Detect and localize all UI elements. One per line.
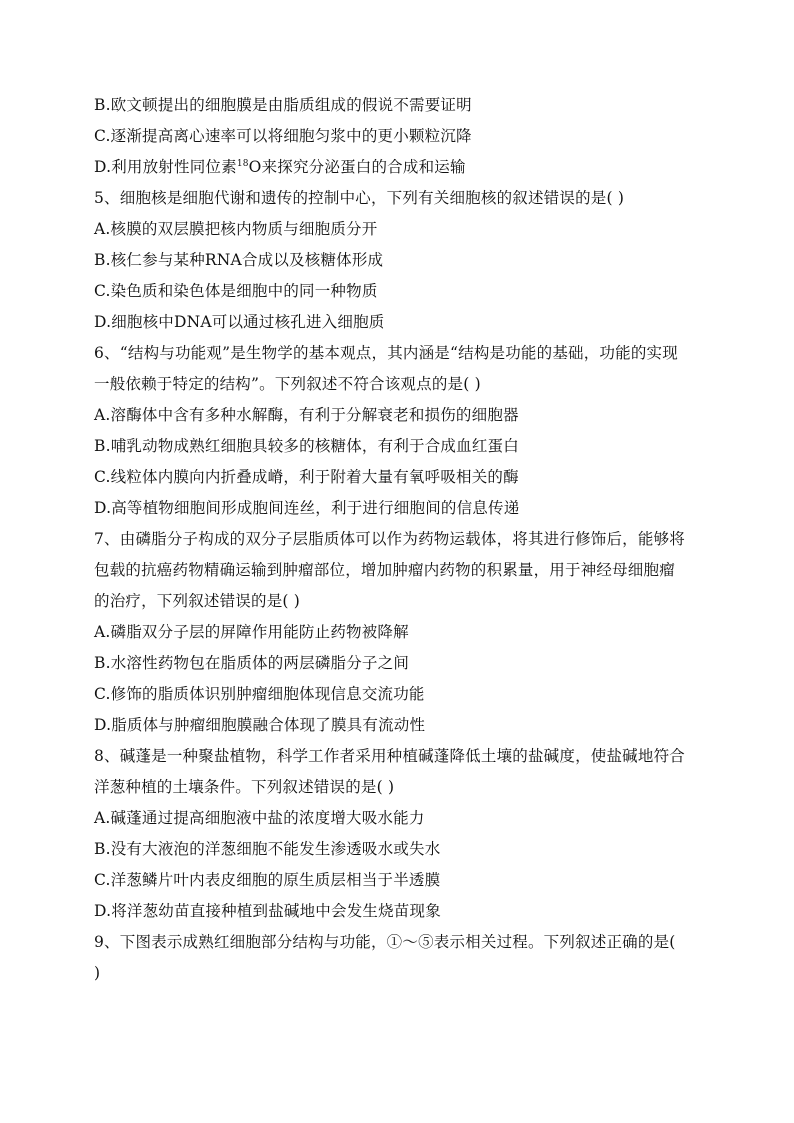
question-7-stem-line-2: 包载的抗癌药物精确运输到肿瘤部位，增加肿瘤内药物的积累量，用于神经母细胞瘤 [94,561,675,579]
option-4d-suffix: O来探究分泌蛋白的合成和运输 [248,158,466,176]
option-4b: B.欧文顿提出的细胞膜是由脂质组成的假说不需要证明 [94,96,472,114]
question-8-stem-line-1: 8、碱蓬是一种聚盐植物，科学工作者采用种植碱蓬降低土壤的盐碱度，使盐碱地符合 [94,747,685,765]
option-6c: C.线粒体内膜向内折叠成嵴，利于附着大量有氧呼吸相关的酶 [94,468,519,486]
option-5d: D.细胞核中DNA可以通过核孔进入细胞质 [94,313,385,331]
option-7d: D.脂质体与肿瘤细胞膜融合体现了膜具有流动性 [94,716,426,734]
option-6d: D.高等植物细胞间形成胞间连丝，利于进行细胞间的信息传递 [94,499,520,517]
option-8d: D.将洋葱幼苗直接种植到盐碱地中会发生烧苗现象 [94,902,441,920]
option-5a: A.核膜的双层膜把核内物质与细胞质分开 [94,220,378,238]
option-4c: C.逐渐提高离心速率可以将细胞匀浆中的更小颗粒沉降 [94,127,472,145]
option-7a: A.磷脂双分子层的屏障作用能防止药物被降解 [94,623,409,641]
option-5b: B.核仁参与某种RNA合成以及核糖体形成 [94,251,384,269]
option-7c: C.修饰的脂质体识别肿瘤细胞体现信息交流功能 [94,685,425,703]
option-7b: B.水溶性药物包在脂质体的两层磷脂分子之间 [94,654,410,672]
question-9-stem-line-1: 9、下图表示成熟红细胞部分结构与功能，①～⑤表示相关过程。下列叙述正确的是( [94,933,676,951]
option-4d-prefix: D.利用放射性同位素 [94,158,237,176]
option-6a: A.溶酶体中含有多种水解酶，有利于分解衰老和损伤的细胞器 [94,406,519,424]
option-8a: A.碱蓬通过提高细胞液中盐的浓度增大吸水能力 [94,809,425,827]
option-6b: B.哺乳动物成熟红细胞具较多的核糖体，有利于合成血红蛋白 [94,437,519,455]
question-7-stem-line-1: 7、由磷脂分子构成的双分子层脂质体可以作为药物运载体，将其进行修饰后，能够将 [94,530,685,548]
question-6-stem-line-2: 一般依赖于特定的结构”。下列叙述不符合该观点的是( ) [94,375,481,393]
question-5-stem: 5、细胞核是细胞代谢和遗传的控制中心，下列有关细胞核的叙述错误的是( ) [94,189,625,207]
isotope-mass-number: 18 [236,159,249,169]
option-4d [94,152,700,183]
question-9-stem-line-2: ) [94,964,101,982]
option-5c: C.染色质和染色体是细胞中的同一种物质 [94,282,378,300]
question-8-stem-line-2: 洋葱种植的土壤条件。下列叙述错误的是( ) [94,778,395,796]
question-6-stem-line-1: 6、“结构与功能观”是生物学的基本观点，其内涵是“结构是功能的基础，功能的实现 [94,344,678,362]
option-8c: C.洋葱鳞片叶内表皮细胞的原生质层相当于半透膜 [94,871,441,889]
option-8b: B.没有大液泡的洋葱细胞不能发生渗透吸水或失水 [94,840,441,858]
question-7-stem-line-3: 的治疗，下列叙述错误的是( ) [94,592,301,610]
question-text-block [94,90,700,989]
